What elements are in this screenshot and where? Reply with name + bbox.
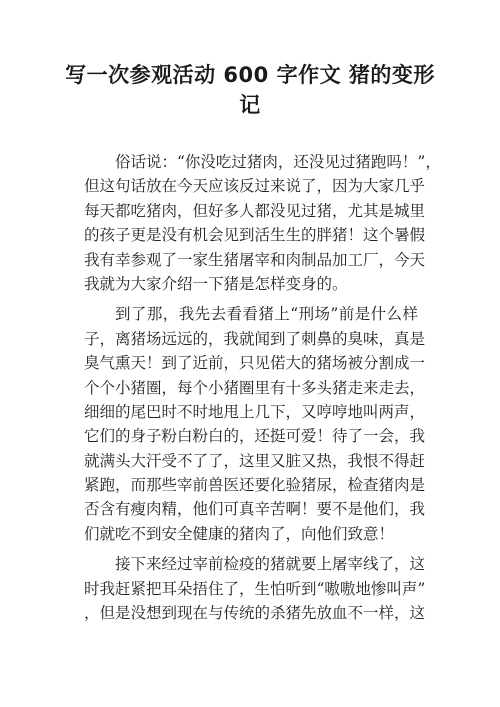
text-line: 到了那，我先去看看猪上“刑场”前是什么样	[115, 305, 418, 324]
text-line: 个个小猪圈，每个小猪圈里有十多头猪走来走去，	[84, 378, 426, 397]
text-line: 但这句话放在今天应该反过来说了，因为大家几乎	[84, 177, 426, 196]
text-line: 紧跑，而那些宰前兽医还要化验猪尿，检查猪肉是	[84, 476, 426, 495]
text-line: 们就吃不到安全健康的猪肉了，向他们致意！	[84, 524, 395, 543]
text-line: 它们的身子粉白粉白的，还挺可爱！待了一会，我	[84, 427, 426, 446]
text-line: 细细的尾巴时不时地甩上几下，又哼哼地叫两声，	[84, 402, 426, 421]
text-line: 我就为大家介绍一下猪是怎样变身的。	[84, 274, 348, 293]
document-title	[60, 60, 440, 120]
paragraph	[84, 302, 426, 546]
text-line: 接下来经过宰前检疫的猪就要上屠宰线了，这	[115, 555, 426, 574]
title-line-1: 写一次参观活动 600 字作文 猪的变形	[65, 63, 435, 87]
text-line: 的孩子更是没有机会见到活生生的胖猪！这个暑假	[84, 226, 426, 245]
text-line: 俗话说：“你没吃过猪肉，还没见过猪跑吗！”，	[115, 153, 441, 171]
text-line: 时我赶紧把耳朵捂住了，生怕听到“嗷嗷地惨叫声”	[84, 579, 426, 598]
text-line: 子，离猪场远远的，我就闻到了刺鼻的臭味，真是	[84, 329, 426, 348]
text-line: 我有幸参观了一家生猪屠宰和肉制品加工厂，今天	[84, 250, 426, 269]
paragraph	[84, 552, 426, 625]
text-line: ，但是没想到现在与传统的杀猪先放血不一样，这	[84, 604, 426, 623]
text-line: 否含有瘦肉精，他们可真辛苦啊！要不是他们，我	[84, 500, 426, 519]
text-line: 臭气熏天！到了近前，只见偌大的猪场被分割成一	[84, 354, 426, 373]
text-line: 就满头大汗受不了了，这里又脏又热，我恨不得赶	[84, 451, 426, 470]
article-body	[84, 150, 441, 631]
paragraph	[84, 150, 441, 296]
text-line: 每天都吃猪肉，但好多人都没见过猪，尤其是城里	[84, 201, 426, 220]
title-line-2: 记	[239, 93, 261, 117]
